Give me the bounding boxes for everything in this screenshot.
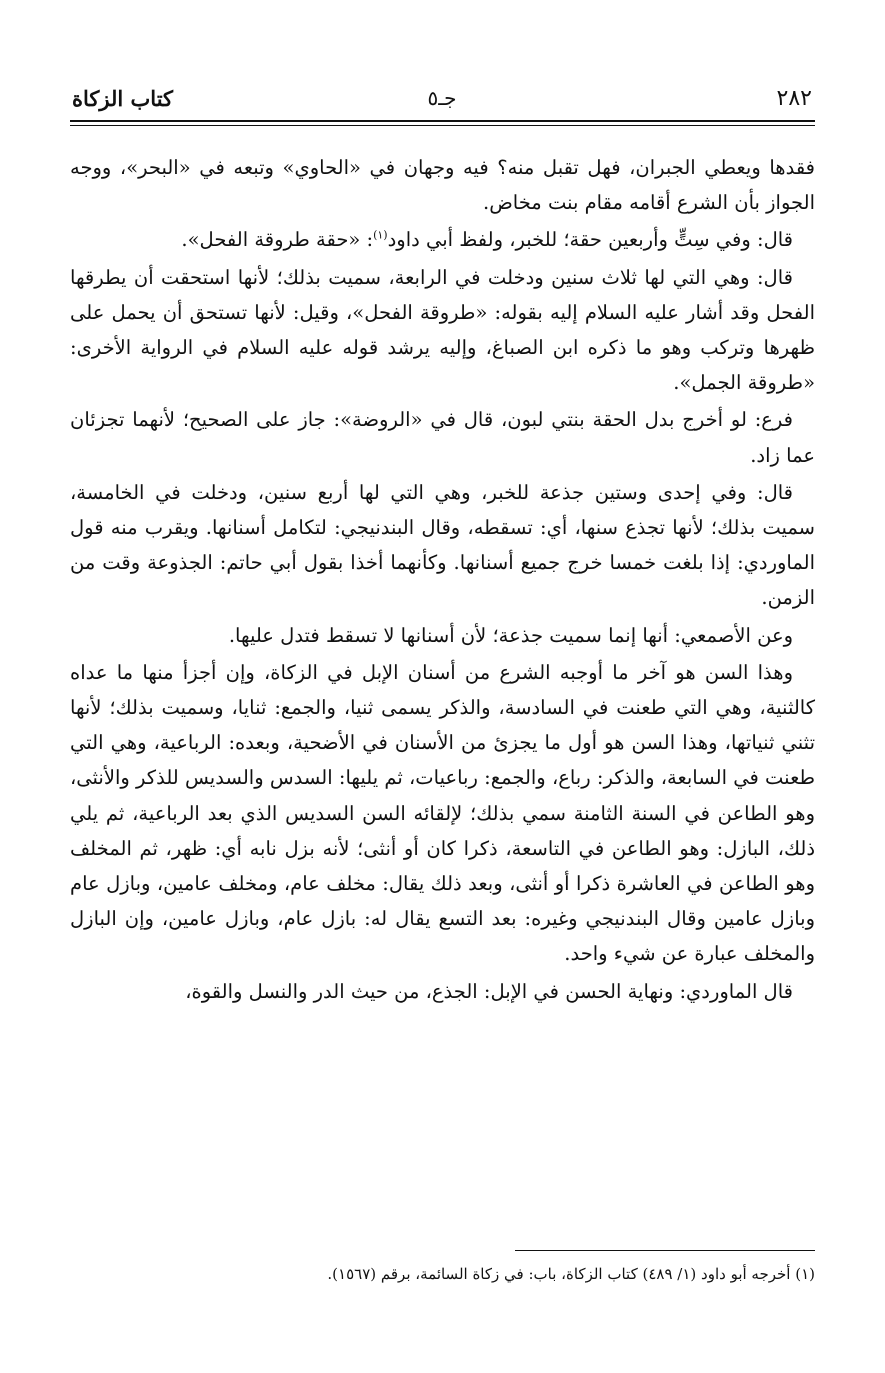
- header-rule-thin: [70, 125, 815, 126]
- header-rule-thick: [70, 120, 815, 122]
- footnote: (١) أخرجه أبو داود (١/ ٤٨٩) كتاب الزكاة، باب: في زكاة السائمة، برقم (١٥٦٧).: [327, 1265, 815, 1283]
- paragraph-6: وعن الأصمعي: أنها إنما سميت جذعة؛ لأن أسنانها لا تسقط فتدل عليها.: [228, 623, 793, 647]
- footnote-rule: [515, 1250, 815, 1251]
- paragraph-5: قال: وفي إحدى وستين جذعة للخبر، وهي التي لها أربع سنين، ودخلت في الخامسة، سميت بذلك؛ لأنها تجذع سنها، أي: تسقطه، وقال البندنيجي: لتكامل أسنانها. ويقرب منه قول الماوردي: إذا بلغت خمسا خرج جميع أسنانها. وكأنهما أخذا بقول أبي حاتم: الجذوعة وقت من الزمن.: [70, 480, 815, 610]
- paragraph-3: قال: وهي التي لها ثلاث سنين ودخلت في الرابعة، سميت بذلك؛ لأنها استحقت أن يطرقها الفحل وقد أشار عليه السلام إليه بقوله: «طروقة الفحل»، وقيل: لأنها تستحق أن يحمل على ظهرها وتركب وهو ما ذكره ابن الصباغ، وإليه يرشد قوله عليه السلام في الرواية الأخرى: «طروقة الجمل».: [70, 265, 815, 395]
- paragraph-7: وهذا السن هو آخر ما أوجبه الشرع من أسنان الإبل في الزكاة، وإن أجزأ منها ما عداه كالثنية، وهي التي طعنت في السادسة، والذكر يسمى ثنيا، والجمع: ثنايا، وسميت بذلك؛ لأنها تثني ثنياتها، وهذا السن هو أول ما يجزئ من الأسنان في الأضحية، وبعده: الرباعية، وهي التي طعنت في السابعة، والذكر: رباع، والجمع: رباعيات، ثم يليها: السدس والسديس للذكر والأنثى، وهو الطاعن في السنة الثامنة سمي بذلك؛ لإلقائه السن السديس الذي بعد الرباعية، ثم يلي ذلك، البازل: وهو الطاعن في التاسعة، ذكرا كان أو أنثى؛ لأنه بزل نابه أي: ظهر، ثم المخلف وهو الطاعن في العاشرة ذكرا أو أنثى، وبعد ذلك يقال: مخلف عام، ومخلف عامين، وبازل عام وبازل عامين وقال البندنيجي وغيره: بعد التسع يقال له: بازل عام، وبازل عامين، وإن البازل والمخلف عبارة عن شيء واحد.: [70, 660, 815, 966]
- paragraph-2-text: قال: وفي سِتٍّ وأربعين حقة؛ للخبر، ولفظ أبي داود: [387, 228, 793, 252]
- paragraph-1: فقدها ويعطي الجبران، فهل تقبل منه؟ فيه وجهان في «الحاوي» وتبعه في «البحر»، ووجه الجواز بأن الشرع أقامه مقام بنت مخاض.: [70, 156, 815, 215]
- footnote-ref: (١): [373, 228, 388, 242]
- paragraph-2: [70, 222, 815, 257]
- volume-label: جـ٥: [427, 86, 457, 110]
- main-text: [70, 150, 815, 1011]
- page-number: ٢٨٢: [776, 86, 812, 111]
- book-title: كتاب الزكاة: [72, 86, 174, 111]
- paragraph-4: فرع: لو أخرج بدل الحقة بنتي لبون، قال في «الروضة»: جاز على الصحيح؛ لأنهما تجزئان عما زاد.: [70, 408, 815, 467]
- page-header: [72, 78, 812, 118]
- paragraph-8: قال الماوردي: ونهاية الحسن في الإبل: الجذع، من حيث الدر والنسل والقوة،: [185, 979, 793, 1003]
- paragraph-2-quote: : «حقة طروقة الفحل».: [181, 228, 374, 252]
